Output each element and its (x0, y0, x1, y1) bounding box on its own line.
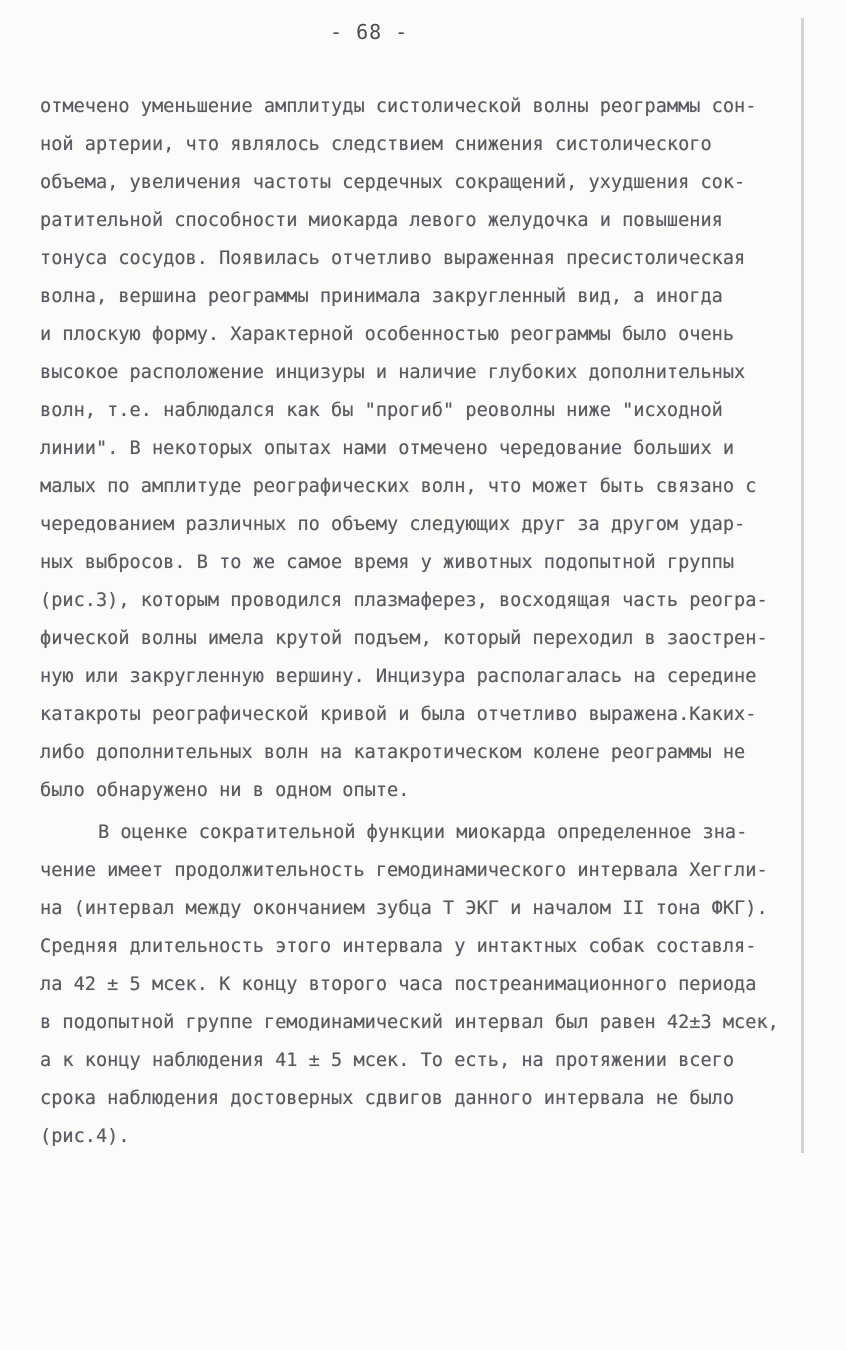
text-line: (рис.3), которым проводился плазмаферез, восходящая часть реогра- (40, 590, 768, 611)
text-line: ной артерии, что являлось следствием снижения систолического (40, 134, 712, 155)
text-line: и плоскую форму. Характерной особенностью реограммы было очень (40, 324, 735, 345)
text-line: волна, вершина реограммы принимала закругленный вид, а иногда (40, 286, 723, 307)
text-line: объема, увеличения частоты сердечных сокращений, ухудшения сок- (40, 172, 746, 193)
text-line: высокое расположение инцизуры и наличие глубоких дополнительных (40, 362, 746, 383)
text-line: (рис.4). (40, 1126, 130, 1147)
text-line: Средняя длительность этого интервала у интактных собак составля- (40, 936, 757, 957)
text-line: либо дополнительных волн на катакротическом колене реограммы не (40, 742, 746, 763)
text-line: тонуса сосудов. Появилась отчетливо выраженная пресистолическая (40, 248, 746, 269)
text-line: ратительной способности миокарда левого желудочка и повышения (40, 210, 723, 231)
text-line: линии". В некоторых опытах нами отмечено чередование больших и (40, 438, 735, 459)
body-text (40, 88, 810, 1156)
text-line: волн, т.е. наблюдался как бы "прогиб" реоволны ниже "исходной (40, 400, 723, 421)
text-line: В оценке сократительной функции миокарда определенное зна- (98, 822, 748, 843)
text-line: фической волны имела крутой подъем, который переходил в заострен- (40, 628, 768, 649)
paragraph (40, 88, 810, 810)
text-line: ную или закругленную вершину. Инцизура располагалась на середине (40, 666, 757, 687)
text-line: было обнаружено ни в одном опыте. (40, 780, 410, 801)
text-line: ных выбросов. В то же самое время у животных подопытной группы (40, 552, 735, 573)
text-line: на (интервал между окончанием зубца Т ЭКГ и началом II тона ФКГ). (40, 898, 768, 919)
text-line: ла 42 ± 5 мсек. К концу второго часа постреанимационного периода (40, 974, 757, 995)
text-line: катакроты реографической кривой и была отчетливо выражена.Каких- (40, 704, 757, 725)
text-line: срока наблюдения достоверных сдвигов данного интервала не было (40, 1088, 735, 1109)
text-line: а к концу наблюдения 41 ± 5 мсек. То есть, на протяжении всего (40, 1050, 735, 1071)
text-line: чередованием различных по объему следующих друг за другом удар- (40, 514, 746, 535)
paragraph (40, 814, 810, 1156)
page-number: - 68 - (330, 20, 409, 44)
text-line: отмечено уменьшение амплитуды систолической волны реограммы сон- (40, 96, 757, 117)
text-line: в подопытной группе гемодинамический интервал был равен 42±3 мсек, (40, 1012, 779, 1033)
text-line: малых по амплитуде реографических волн, что может быть связано с (40, 476, 757, 497)
text-line: чение имеет продолжительность гемодинамического интервала Хеггли- (40, 860, 768, 881)
